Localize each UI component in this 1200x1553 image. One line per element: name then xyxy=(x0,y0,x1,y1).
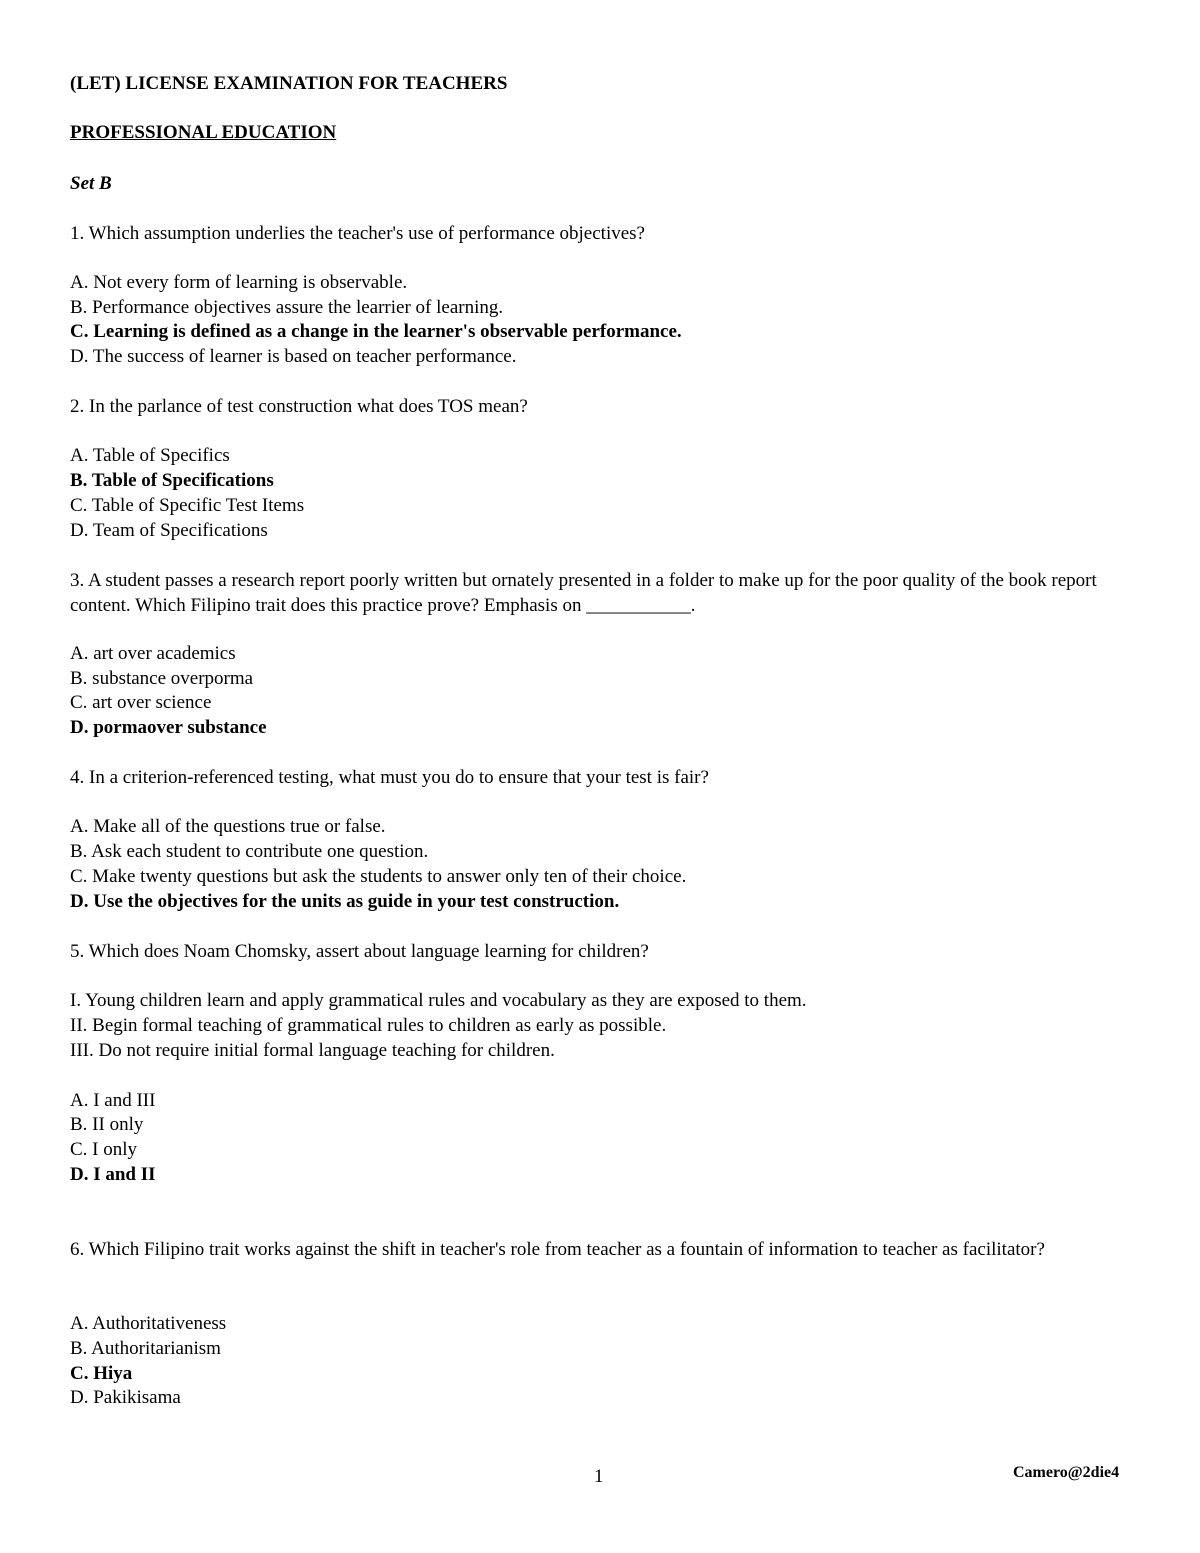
q4-option-b: B. Ask each student to contribute one question. xyxy=(70,841,429,862)
q5-option-b: B. II only xyxy=(70,1114,144,1135)
q1-option-d: D. The success of learner is based on teacher performance. xyxy=(70,346,517,367)
q1-option-a: A. Not every form of learning is observable. xyxy=(70,272,408,293)
question-5: 5. Which does Noam Chomsky, assert about language learning for children? xyxy=(70,941,649,962)
q4-option-c: C. Make twenty questions but ask the students to answer only ten of their choice. xyxy=(70,866,687,887)
q5-statement-1: I. Young children learn and apply grammatical rules and vocabulary as they are exposed to them. xyxy=(70,990,807,1011)
q3-option-c: C. art over science xyxy=(70,692,212,713)
q2-option-b-answer: B. Table of Specifications xyxy=(70,470,274,491)
q3-option-d-answer: D. pormaover substance xyxy=(70,717,267,738)
q4-option-a: A. Make all of the questions true or false. xyxy=(70,816,386,837)
set-label: Set B xyxy=(70,173,112,194)
section-heading: PROFESSIONAL EDUCATION xyxy=(70,122,337,143)
q5-statement-2: II. Begin formal teaching of grammatical rules to children as early as possible. xyxy=(70,1015,667,1036)
question-6: 6. Which Filipino trait works against the shift in teacher's role from teacher as a fountain of information to teacher as facilitator? xyxy=(70,1239,1045,1260)
page-number: 1 xyxy=(594,1466,604,1487)
q3-option-b: B. substance overporma xyxy=(70,668,254,689)
q1-option-c-answer: C. Learning is defined as a change in the learner's observable performance. xyxy=(70,321,682,342)
q6-option-d: D. Pakikisama xyxy=(70,1387,181,1408)
document-title: (LET) LICENSE EXAMINATION FOR TEACHERS xyxy=(70,73,508,94)
footer-author: Camero@2die4 xyxy=(1013,1464,1120,1481)
question-2: 2. In the parlance of test construction what does TOS mean? xyxy=(70,396,528,417)
q2-option-a: A. Table of Specifics xyxy=(70,445,230,466)
q2-option-d: D. Team of Specifications xyxy=(70,520,268,541)
q6-option-c-answer: C. Hiya xyxy=(70,1363,133,1384)
q6-option-a: A. Authoritativeness xyxy=(70,1313,227,1334)
q1-option-b: B. Performance objectives assure the learrier of learning. xyxy=(70,297,504,318)
q5-statement-3: III. Do not require initial formal language teaching for children. xyxy=(70,1040,555,1061)
question-1: 1. Which assumption underlies the teacher's use of performance objectives? xyxy=(70,223,645,244)
question-4: 4. In a criterion-referenced testing, what must you do to ensure that your test is fair? xyxy=(70,767,709,788)
q4-option-d-answer: D. Use the objectives for the units as guide in your test construction. xyxy=(70,891,620,912)
q2-option-c: C. Table of Specific Test Items xyxy=(70,495,305,516)
question-3: 3. A student passes a research report poorly written but ornately presented in a folder to make up for the poor quality of the book report content. Which Filipino trait does this practice prove? Emphasis on ___________. xyxy=(70,570,1097,616)
q5-option-c: C. I only xyxy=(70,1139,138,1160)
q6-option-b: B. Authoritarianism xyxy=(70,1338,221,1359)
q5-option-a: A. I and III xyxy=(70,1090,156,1111)
q3-option-a: A. art over academics xyxy=(70,643,236,664)
q5-option-d-answer: D. I and II xyxy=(70,1164,156,1185)
